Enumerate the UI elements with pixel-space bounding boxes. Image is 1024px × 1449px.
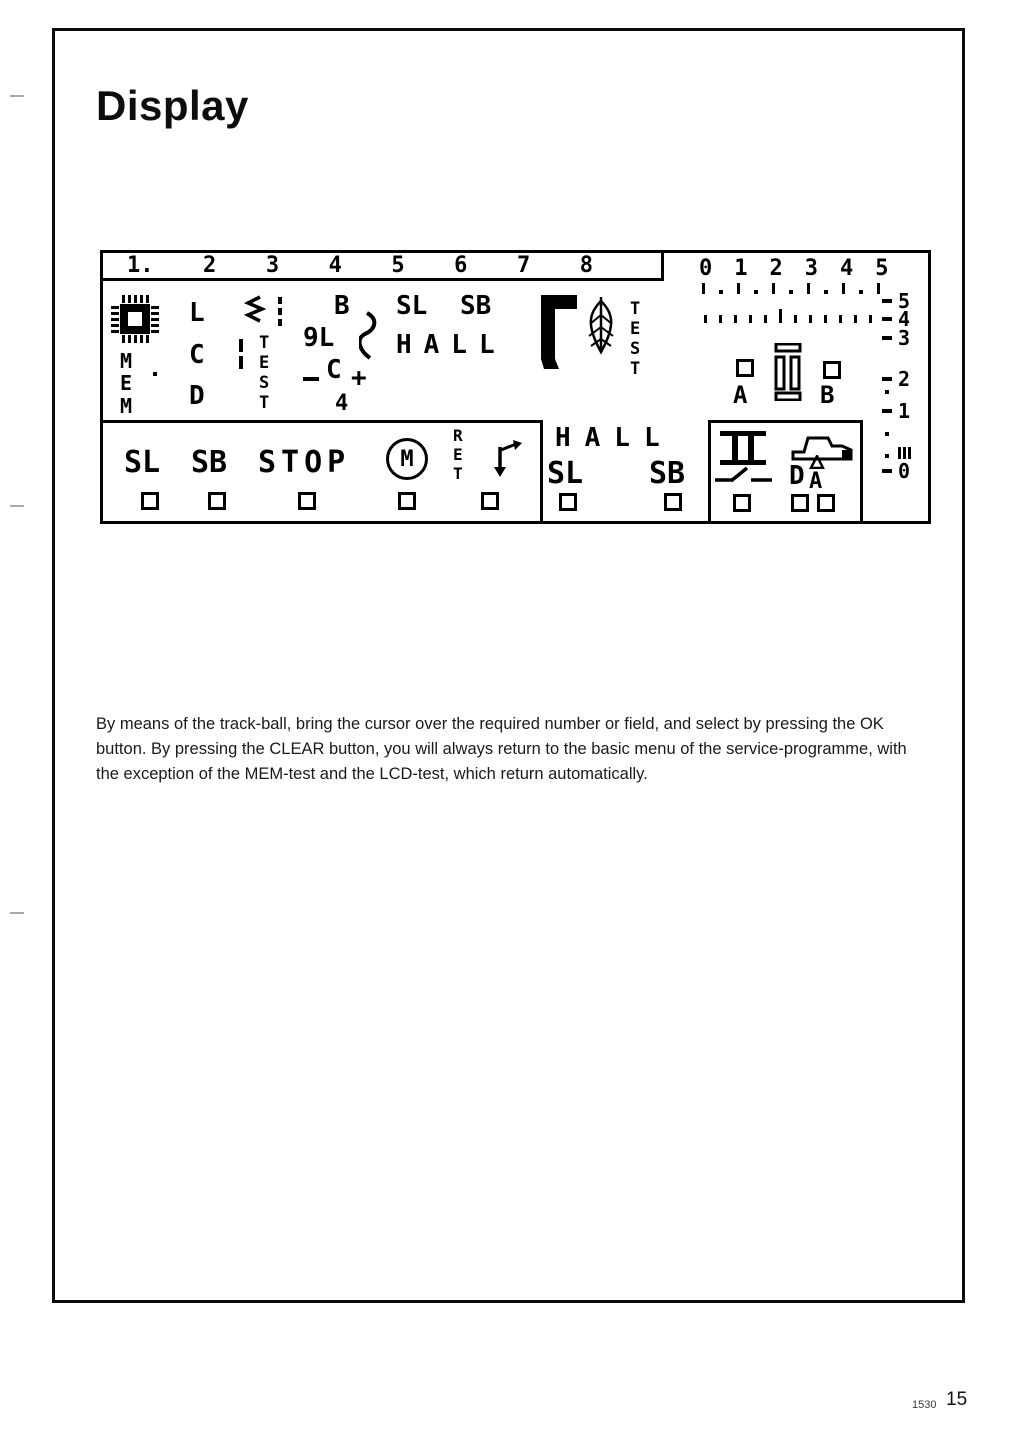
indicator-square xyxy=(664,493,682,511)
lcd-label: LCD xyxy=(189,298,205,412)
cursor-dot xyxy=(153,372,157,376)
chip-icon xyxy=(107,291,163,347)
a-label: A xyxy=(809,469,823,494)
v-scale-dot xyxy=(885,390,889,394)
sl-label-top: SL xyxy=(396,291,428,321)
m-label: M xyxy=(400,446,414,472)
bottom-left-box xyxy=(100,420,543,524)
scale-digit: 8 xyxy=(579,252,593,278)
scale-digit: 2 xyxy=(769,256,783,281)
scale-digit: 6 xyxy=(454,252,468,278)
return-arrow-icon xyxy=(491,440,523,478)
bottom-right-box xyxy=(708,420,863,524)
v-scale-digit: 0 xyxy=(898,459,911,483)
scale-digit: 1. xyxy=(127,252,154,278)
hall-label-top: HALL xyxy=(396,330,507,360)
c-label: C xyxy=(326,355,342,385)
v-scale-digit: 4 xyxy=(898,307,911,331)
v-scale-digit: 2 xyxy=(898,367,911,391)
b-label: B xyxy=(334,291,350,321)
sb-label-top: SB xyxy=(460,291,492,321)
tick-row-2 xyxy=(704,308,874,324)
indicator-square xyxy=(398,492,416,510)
broken-bar-icon xyxy=(239,339,244,370)
ret-label: RET xyxy=(453,426,463,483)
dotted-line-icon xyxy=(278,297,283,327)
v-scale-digit: 3 xyxy=(898,326,911,350)
body-paragraph: By means of the track-ball, bring the cursor over the required number or field, and select by pressing the OK button. By pressing the CLEAR button, you will always return to the basic menu of the service-programme, with the exception of the MEM-test and the LCD-test, which return automatically. xyxy=(96,715,907,783)
scale-digit: 4 xyxy=(840,256,854,281)
test-label-left: TEST xyxy=(259,333,270,414)
page-number: 15 xyxy=(946,1389,968,1410)
indicator-square xyxy=(298,492,316,510)
scale-digit: 7 xyxy=(516,252,531,278)
indicator-square xyxy=(481,492,499,510)
scale-digit: 2 xyxy=(203,252,217,278)
scale-digit: 5 xyxy=(875,256,889,281)
bobbin-icon xyxy=(774,343,802,401)
indicator-b-label: B xyxy=(820,381,835,409)
hall-sl-label: SL xyxy=(547,456,584,491)
corner-bracket-icon xyxy=(541,295,577,371)
hall-sb-label: SB xyxy=(649,456,686,491)
indicator-a-label: A xyxy=(733,381,748,409)
display-panel xyxy=(100,250,931,524)
segment-scale-strip xyxy=(100,250,664,281)
scale-digit: 3 xyxy=(265,252,280,278)
needle-icon xyxy=(809,455,825,469)
hall-label-bottom: HALL xyxy=(555,423,674,453)
indicator-square-b xyxy=(823,361,841,379)
indicator-square xyxy=(733,494,751,512)
indicator-square xyxy=(208,492,226,510)
v-scale-dot xyxy=(885,454,889,458)
page-title: Display xyxy=(96,82,249,129)
margin-mark xyxy=(10,95,24,97)
margin-mark xyxy=(10,505,24,507)
indicator-square xyxy=(141,492,159,510)
page-border xyxy=(52,28,965,1303)
scale-digit: 4 xyxy=(328,252,342,278)
v-scale xyxy=(882,291,930,491)
four-label: 4 xyxy=(335,391,349,416)
thread-squiggle-icon xyxy=(359,311,381,361)
leaf-icon xyxy=(581,297,621,355)
sb-label: SB xyxy=(191,445,228,480)
v-scale-digit: 1 xyxy=(898,399,911,423)
motor-m-icon xyxy=(386,438,428,480)
gl-label: 9L xyxy=(303,323,335,353)
footer-code: 1530 xyxy=(912,1399,937,1411)
mem-label: MEM xyxy=(120,349,133,418)
switch-icon xyxy=(715,465,773,485)
d-label: D xyxy=(789,461,805,491)
plus-sign: + xyxy=(351,363,367,393)
minus-sign xyxy=(303,377,319,381)
stop-label: STOP xyxy=(258,445,351,480)
scale-digit: 1 xyxy=(734,256,748,281)
scale-digit: 3 xyxy=(804,256,818,281)
v-scale-dot xyxy=(885,432,889,436)
zigzag-stitch-icon xyxy=(243,295,269,325)
v-scale-digit: 5 xyxy=(898,289,911,313)
right-scale-digits xyxy=(699,258,889,280)
margin-mark xyxy=(10,912,24,914)
twin-rail-icon xyxy=(720,431,766,465)
indicator-square-a xyxy=(736,359,754,377)
sl-label: SL xyxy=(124,445,161,480)
scale-digit: 0 xyxy=(699,256,713,281)
test-label-leaf: TEST xyxy=(630,299,641,380)
indicator-square xyxy=(791,494,809,512)
scale-digit: 5 xyxy=(391,252,405,278)
indicator-square xyxy=(817,494,835,512)
indicator-square xyxy=(559,493,577,511)
tick-row-1 xyxy=(700,283,886,295)
